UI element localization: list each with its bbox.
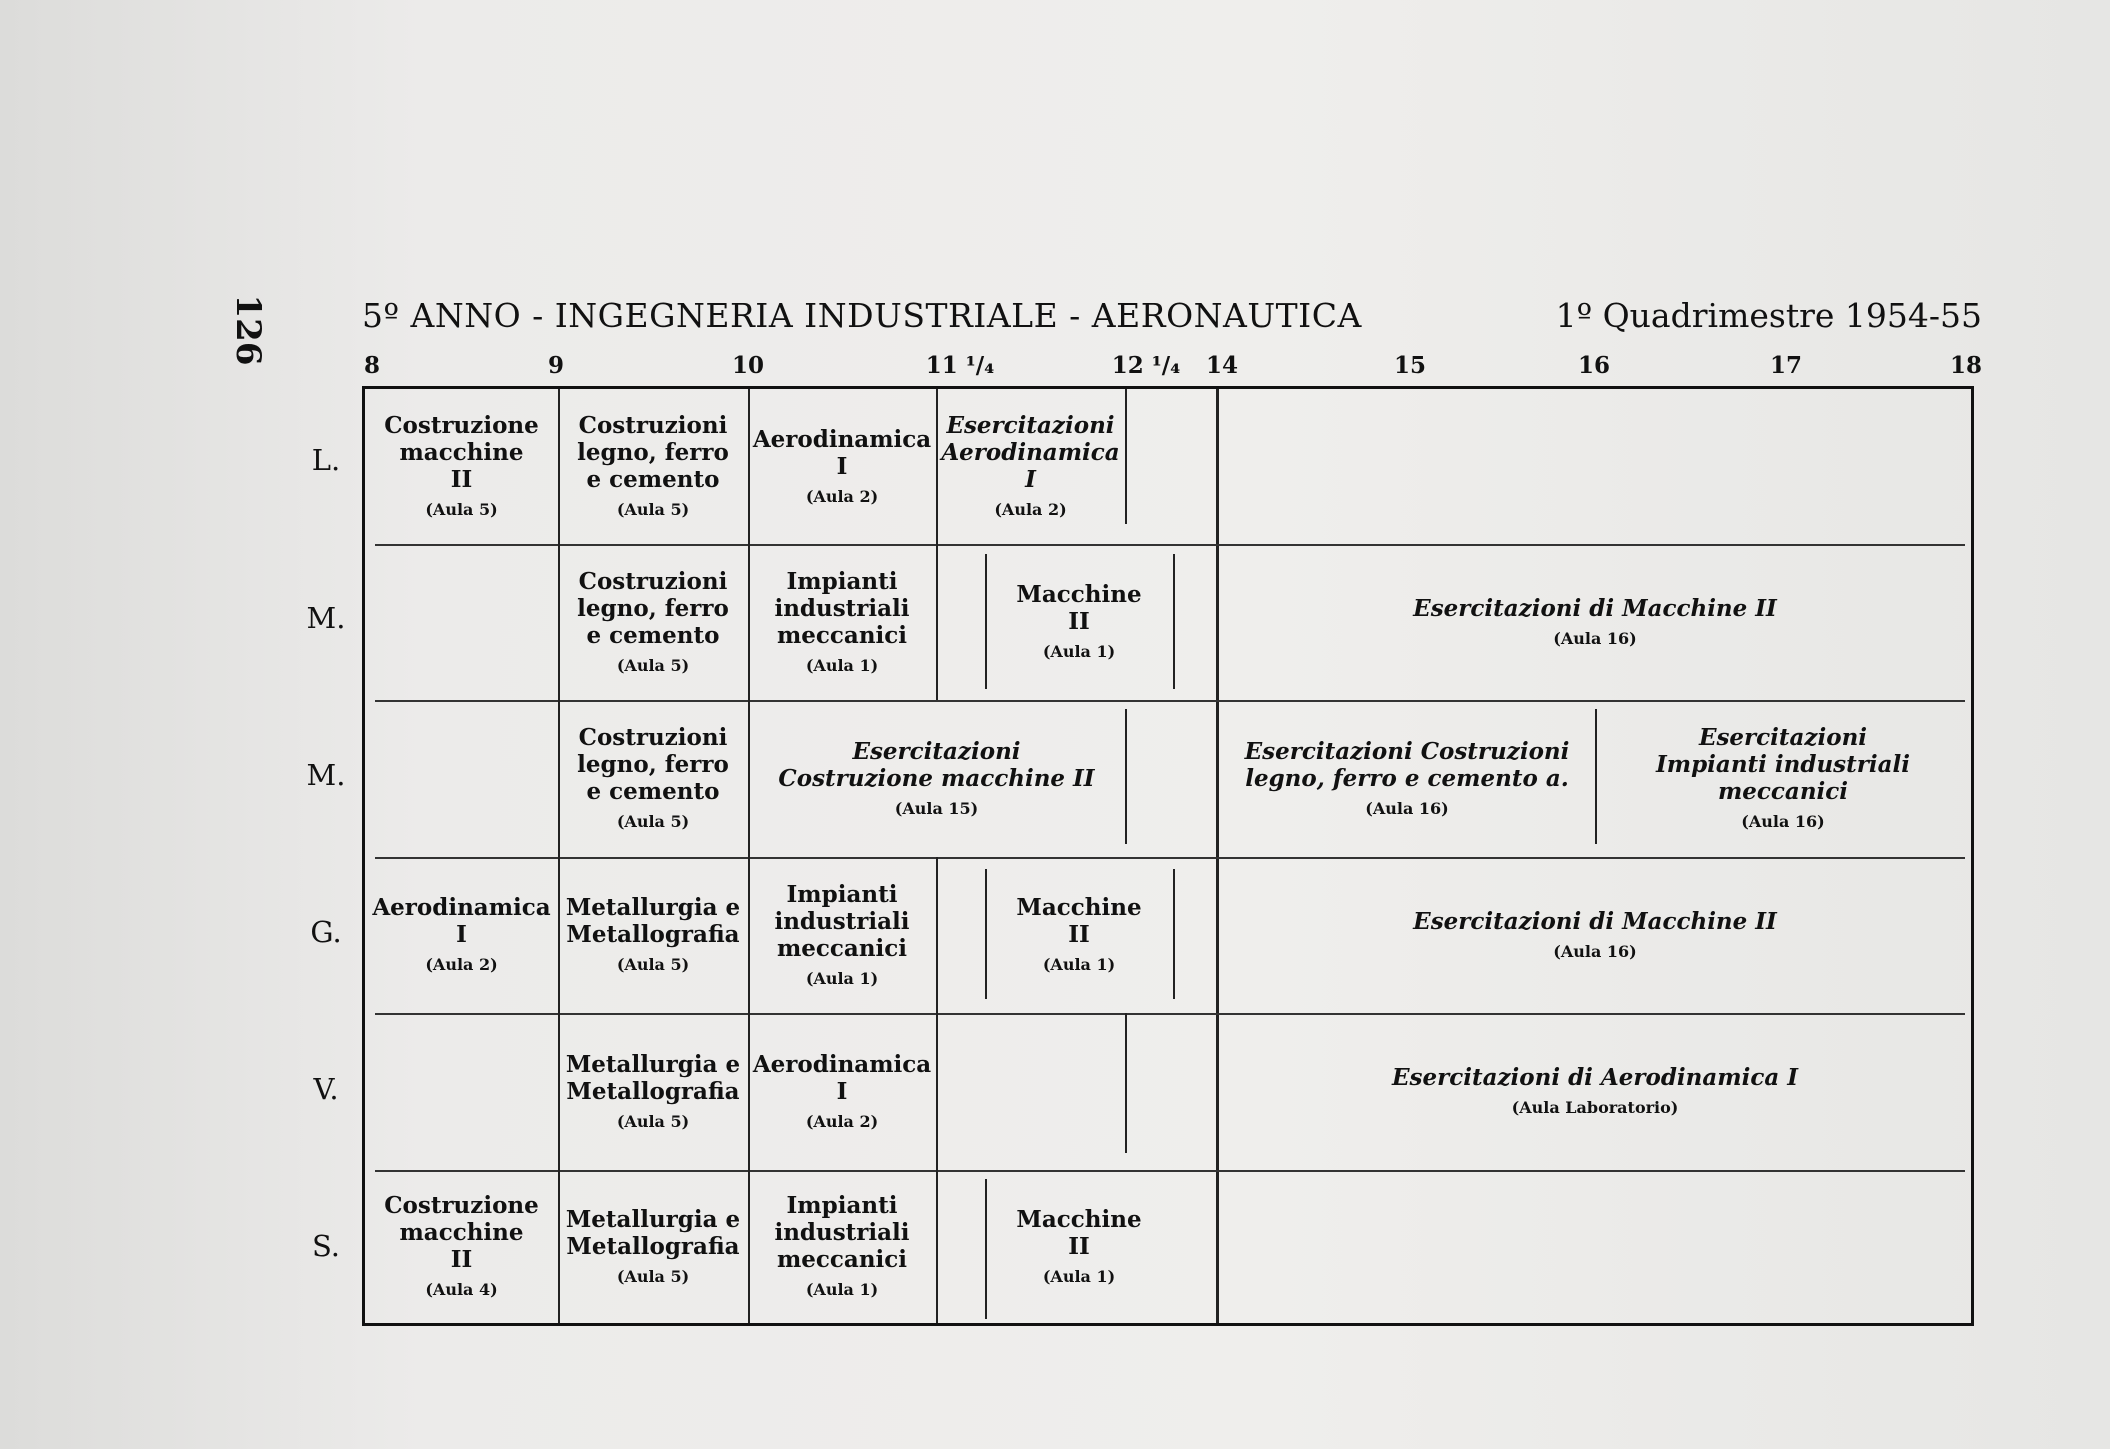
subject-label: Costruzioni legno, ferro e cemento [577, 567, 729, 649]
lesson-cell [1595, 700, 1971, 857]
column-divider [1125, 1013, 1127, 1153]
lesson-cell [365, 389, 558, 544]
hour-label: 18 [1949, 352, 1983, 379]
lesson-cell [748, 700, 1125, 857]
lesson-cell [748, 1013, 936, 1170]
lesson-cell [748, 389, 936, 544]
lesson-cell [365, 857, 558, 1013]
room-label: (Aula Laboratorio) [1511, 1098, 1679, 1117]
lesson-cell [558, 389, 748, 544]
subject-label: Impianti industriali meccanici [774, 880, 910, 962]
term-label: 1º Quadrimestre 1954-55 [1555, 296, 1982, 335]
day-label-mercoledi: M. [306, 758, 346, 792]
room-label: (Aula 5) [616, 500, 690, 519]
room-label: (Aula 16) [1365, 798, 1449, 818]
column-divider [936, 1013, 938, 1170]
page-number: 126 [228, 294, 268, 366]
hour-label: 8 [363, 352, 381, 379]
room-label: (Aula 4) [425, 1280, 498, 1299]
subject-label: Impianti industriali meccanici [774, 567, 910, 649]
subject-label: Costruzioni legno, ferro e cemento [577, 724, 729, 805]
hour-label: 17 [1769, 352, 1803, 379]
room-label: (Aula 1) [1042, 955, 1116, 974]
subject-label: Esercitazioni Costruzioni legno, ferro e cemento a. [1244, 737, 1570, 792]
subject-label: Esercitazioni Costruzione macchine II [778, 737, 1095, 792]
lesson-cell [748, 1170, 936, 1323]
lesson-cell [985, 857, 1173, 1013]
hour-label: 15 [1393, 352, 1427, 379]
subject-label: Costruzioni legno, ferro e cemento [577, 412, 729, 493]
hour-label: 10 [731, 352, 765, 379]
subject-label: Metallurgia e Metallografia [565, 1050, 741, 1105]
room-label: (Aula 2) [994, 500, 1067, 519]
room-label: (Aula 1) [805, 1280, 879, 1299]
subject-label: Macchine II [1016, 581, 1142, 635]
lesson-cell [558, 1013, 748, 1170]
room-label: (Aula 5) [616, 1111, 690, 1131]
room-label: (Aula 1) [1042, 1266, 1116, 1286]
timetable-grid [362, 386, 1974, 1326]
subject-label: Macchine II [1016, 1205, 1142, 1260]
subject-label: Metallurgia e Metallografia [565, 1205, 741, 1260]
column-divider [1173, 869, 1175, 999]
room-label: (Aula 1) [1042, 642, 1116, 661]
hour-label: 12 ¹/₄ [1111, 352, 1181, 379]
hour-label: 16 [1577, 352, 1611, 379]
subject-label: Costruzione macchine II [384, 412, 539, 493]
day-label-lunedi: L. [311, 443, 341, 477]
day-label-martedi: M. [306, 601, 346, 635]
subject-label: Esercitazioni di Macchine II [1413, 594, 1777, 622]
lesson-cell [985, 544, 1173, 700]
day-label-sabato: S. [311, 1229, 341, 1263]
day-label-venerdi: V. [313, 1072, 339, 1106]
column-divider [936, 1170, 938, 1323]
room-label: (Aula 5) [425, 500, 498, 519]
subject-label: Aerodinamica I [752, 1050, 932, 1105]
lesson-cell [558, 544, 748, 700]
lesson-cell [1219, 700, 1595, 857]
room-label: (Aula 15) [894, 798, 979, 818]
lesson-cell [558, 700, 748, 857]
subject-label: Macchine II [1016, 894, 1142, 948]
room-label: (Aula 1) [805, 655, 879, 675]
lesson-cell [985, 1170, 1173, 1323]
day-label-giovedi: G. [310, 915, 342, 949]
column-divider [1125, 709, 1127, 844]
lesson-cell [1219, 857, 1971, 1013]
subject-label: Aerodinamica I [752, 425, 932, 480]
room-label: (Aula 5) [616, 955, 690, 974]
column-divider [936, 544, 938, 700]
lesson-cell [1219, 544, 1971, 700]
timetable-title: 5º ANNO - INGEGNERIA INDUSTRIALE - AERONAUTICA [362, 296, 1362, 335]
subject-label: Esercitazioni Impianti industriali meccanici [1656, 724, 1910, 805]
subject-label: Esercitazioni di Aerodinamica I [1391, 1064, 1799, 1091]
lesson-cell [365, 1170, 558, 1323]
room-label: (Aula 2) [425, 955, 498, 974]
room-label: (Aula 5) [616, 655, 690, 675]
column-divider [1125, 389, 1127, 524]
hour-label: 11 ¹/₄ [925, 352, 995, 379]
subject-label: Costruzione macchine II [384, 1192, 539, 1273]
subject-label: Impianti industriali meccanici [774, 1192, 910, 1273]
room-label: (Aula 1) [805, 968, 879, 988]
subject-label: Esercitazioni Aerodinamica I [941, 412, 1120, 493]
room-label: (Aula 2) [805, 486, 879, 506]
lesson-cell [748, 857, 936, 1013]
lesson-cell [748, 544, 936, 700]
subject-label: Aerodinamica I [372, 894, 551, 948]
room-label: (Aula 5) [616, 812, 690, 831]
room-label: (Aula 2) [805, 1111, 879, 1131]
hour-label: 14 [1205, 352, 1239, 379]
subject-label: Esercitazioni di Macchine II [1413, 907, 1777, 935]
hour-label: 9 [547, 352, 565, 379]
lesson-cell [558, 1170, 748, 1323]
column-divider [936, 857, 938, 1013]
lesson-cell [936, 389, 1125, 544]
subject-label: Metallurgia e Metallografia [565, 894, 741, 948]
room-label: (Aula 5) [616, 1266, 690, 1286]
lesson-cell [558, 857, 748, 1013]
room-label: (Aula 16) [1553, 941, 1637, 961]
room-label: (Aula 16) [1741, 812, 1825, 831]
room-label: (Aula 16) [1553, 628, 1637, 648]
lesson-cell [1219, 1013, 1971, 1170]
column-divider [1173, 554, 1175, 689]
